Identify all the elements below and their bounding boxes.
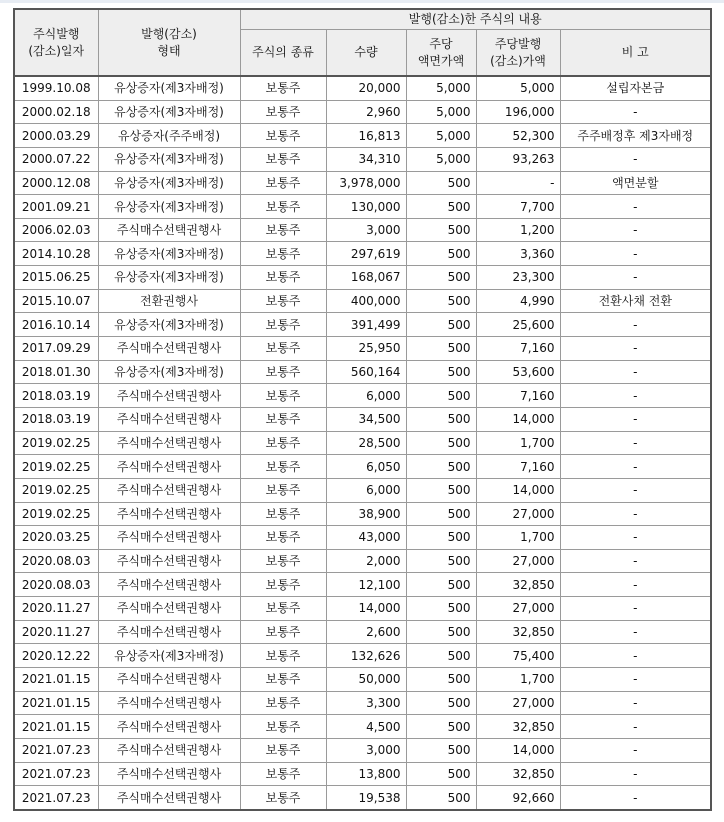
cell-issue-date: 2015.10.07	[14, 289, 98, 313]
cell-issue-price: 14,000	[476, 478, 560, 502]
cell-note: -	[560, 431, 711, 455]
cell-issue-form: 유상증자(제3자배정)	[98, 100, 240, 124]
cell-par-value: 500	[406, 337, 476, 361]
cell-share-kind: 보통주	[240, 76, 326, 100]
table-row	[14, 573, 711, 597]
cell-issue-date: 2016.10.14	[14, 313, 98, 337]
header-quantity: 수량	[326, 30, 406, 77]
cell-issue-price: 32,850	[476, 715, 560, 739]
table-row	[14, 597, 711, 621]
cell-quantity: 50,000	[326, 668, 406, 692]
cell-par-value: 500	[406, 289, 476, 313]
cell-par-value: 500	[406, 478, 476, 502]
cell-note: -	[560, 502, 711, 526]
header-par-value-label: 주당 액면가액	[417, 36, 465, 68]
cell-issue-date: 1999.10.08	[14, 76, 98, 100]
cell-share-kind: 보통주	[240, 242, 326, 266]
cell-share-kind: 보통주	[240, 455, 326, 479]
cell-issue-form: 주식매수선택권행사	[98, 502, 240, 526]
cell-issue-date: 2000.03.29	[14, 124, 98, 148]
header-issue-date	[14, 9, 98, 76]
cell-quantity: 168,067	[326, 266, 406, 290]
cell-issue-form: 주식매수선택권행사	[98, 691, 240, 715]
table-row	[14, 431, 711, 455]
cell-issue-price: 7,160	[476, 337, 560, 361]
cell-quantity: 6,050	[326, 455, 406, 479]
cell-issue-price: 7,160	[476, 455, 560, 479]
cell-par-value: 500	[406, 195, 476, 219]
header-group-title: 발행(감소)한 주식의 내용	[240, 9, 711, 30]
cell-issue-form: 주식매수선택권행사	[98, 384, 240, 408]
table-row	[14, 455, 711, 479]
cell-share-kind: 보통주	[240, 715, 326, 739]
table-row	[14, 124, 711, 148]
cell-issue-price: 92,660	[476, 786, 560, 810]
cell-issue-date: 2021.07.23	[14, 786, 98, 810]
cell-issue-price: 32,850	[476, 620, 560, 644]
cell-issue-form: 주식매수선택권행사	[98, 573, 240, 597]
cell-quantity: 3,000	[326, 218, 406, 242]
cell-issue-form: 전환권행사	[98, 289, 240, 313]
cell-quantity: 2,600	[326, 620, 406, 644]
header-issue-date-label: 주식발행 (감소)일자	[28, 26, 85, 58]
cell-share-kind: 보통주	[240, 526, 326, 550]
cell-share-kind: 보통주	[240, 384, 326, 408]
cell-issue-price: 196,000	[476, 100, 560, 124]
cell-quantity: 3,300	[326, 691, 406, 715]
table-body	[14, 76, 711, 810]
cell-note: 주주배정후 제3자배정	[560, 124, 711, 148]
cell-issue-date: 2020.11.27	[14, 597, 98, 621]
cell-share-kind: 보통주	[240, 620, 326, 644]
table-row	[14, 620, 711, 644]
cell-issue-price: 1,700	[476, 526, 560, 550]
cell-issue-date: 2018.03.19	[14, 384, 98, 408]
header-issue-price-label: 주당발행 (감소)가액	[490, 36, 546, 68]
cell-issue-form: 유상증자(제3자배정)	[98, 76, 240, 100]
table-row	[14, 526, 711, 550]
cell-note: -	[560, 786, 711, 810]
cell-share-kind: 보통주	[240, 266, 326, 290]
cell-par-value: 5,000	[406, 76, 476, 100]
cell-note: -	[560, 715, 711, 739]
share-issuance-table	[13, 8, 712, 811]
cell-issue-form: 유상증자(주주배정)	[98, 124, 240, 148]
table-row	[14, 195, 711, 219]
cell-issue-price: 7,160	[476, 384, 560, 408]
cell-quantity: 20,000	[326, 76, 406, 100]
cell-share-kind: 보통주	[240, 668, 326, 692]
cell-share-kind: 보통주	[240, 762, 326, 786]
cell-note: -	[560, 242, 711, 266]
cell-par-value: 500	[406, 218, 476, 242]
table-row	[14, 715, 711, 739]
cell-issue-date: 2021.07.23	[14, 738, 98, 762]
cell-share-kind: 보통주	[240, 337, 326, 361]
cell-issue-price: 5,000	[476, 76, 560, 100]
cell-par-value: 500	[406, 715, 476, 739]
cell-issue-date: 2019.02.25	[14, 455, 98, 479]
cell-issue-date: 2015.06.25	[14, 266, 98, 290]
cell-par-value: 500	[406, 502, 476, 526]
cell-quantity: 6,000	[326, 384, 406, 408]
cell-par-value: 500	[406, 266, 476, 290]
table-row	[14, 407, 711, 431]
cell-par-value: 500	[406, 786, 476, 810]
cell-issue-price: 53,600	[476, 360, 560, 384]
cell-issue-form: 주식매수선택권행사	[98, 455, 240, 479]
cell-issue-price: 3,360	[476, 242, 560, 266]
cell-quantity: 38,900	[326, 502, 406, 526]
cell-note: 전환사채 전환	[560, 289, 711, 313]
cell-par-value: 500	[406, 384, 476, 408]
cell-issue-form: 주식매수선택권행사	[98, 620, 240, 644]
cell-issue-form: 유상증자(제3자배정)	[98, 195, 240, 219]
cell-note: -	[560, 644, 711, 668]
cell-issue-price: -	[476, 171, 560, 195]
cell-issue-price: 1,700	[476, 668, 560, 692]
cell-quantity: 297,619	[326, 242, 406, 266]
cell-issue-form: 주식매수선택권행사	[98, 762, 240, 786]
cell-share-kind: 보통주	[240, 218, 326, 242]
table-row	[14, 76, 711, 100]
cell-quantity: 34,500	[326, 407, 406, 431]
cell-quantity: 2,960	[326, 100, 406, 124]
cell-issue-date: 2020.12.22	[14, 644, 98, 668]
cell-issue-price: 7,700	[476, 195, 560, 219]
cell-par-value: 500	[406, 762, 476, 786]
cell-par-value: 500	[406, 738, 476, 762]
cell-quantity: 34,310	[326, 147, 406, 171]
cell-issue-form: 주식매수선택권행사	[98, 431, 240, 455]
cell-issue-price: 27,000	[476, 549, 560, 573]
cell-par-value: 500	[406, 431, 476, 455]
cell-issue-form: 주식매수선택권행사	[98, 668, 240, 692]
cell-note: -	[560, 360, 711, 384]
cell-issue-price: 27,000	[476, 691, 560, 715]
cell-issue-price: 14,000	[476, 738, 560, 762]
cell-issue-date: 2021.01.15	[14, 691, 98, 715]
cell-issue-form: 주식매수선택권행사	[98, 786, 240, 810]
cell-par-value: 500	[406, 573, 476, 597]
cell-quantity: 16,813	[326, 124, 406, 148]
cell-quantity: 14,000	[326, 597, 406, 621]
cell-par-value: 500	[406, 407, 476, 431]
cell-par-value: 5,000	[406, 100, 476, 124]
cell-quantity: 19,538	[326, 786, 406, 810]
cell-share-kind: 보통주	[240, 691, 326, 715]
cell-issue-price: 4,990	[476, 289, 560, 313]
cell-note: -	[560, 478, 711, 502]
cell-note: -	[560, 195, 711, 219]
header-par-value	[406, 30, 476, 77]
cell-issue-form: 주식매수선택권행사	[98, 337, 240, 361]
cell-quantity: 3,000	[326, 738, 406, 762]
table-row	[14, 738, 711, 762]
cell-issue-date: 2000.12.08	[14, 171, 98, 195]
cell-issue-form: 주식매수선택권행사	[98, 715, 240, 739]
table-row	[14, 266, 711, 290]
header-issue-form	[98, 9, 240, 76]
cell-issue-form: 유상증자(제3자배정)	[98, 644, 240, 668]
cell-share-kind: 보통주	[240, 738, 326, 762]
cell-share-kind: 보통주	[240, 171, 326, 195]
cell-issue-date: 2018.03.19	[14, 407, 98, 431]
cell-quantity: 400,000	[326, 289, 406, 313]
cell-note: -	[560, 526, 711, 550]
cell-note: -	[560, 147, 711, 171]
cell-issue-price: 32,850	[476, 573, 560, 597]
cell-par-value: 5,000	[406, 147, 476, 171]
cell-issue-form: 주식매수선택권행사	[98, 526, 240, 550]
table-row	[14, 762, 711, 786]
cell-share-kind: 보통주	[240, 147, 326, 171]
cell-share-kind: 보통주	[240, 124, 326, 148]
cell-issue-date: 2014.10.28	[14, 242, 98, 266]
cell-issue-date: 2019.02.25	[14, 431, 98, 455]
cell-par-value: 500	[406, 242, 476, 266]
cell-issue-form: 주식매수선택권행사	[98, 218, 240, 242]
cell-share-kind: 보통주	[240, 573, 326, 597]
cell-share-kind: 보통주	[240, 100, 326, 124]
cell-quantity: 4,500	[326, 715, 406, 739]
cell-note: -	[560, 691, 711, 715]
cell-issue-form: 유상증자(제3자배정)	[98, 242, 240, 266]
cell-quantity: 43,000	[326, 526, 406, 550]
table-row	[14, 668, 711, 692]
cell-note: -	[560, 337, 711, 361]
cell-share-kind: 보통주	[240, 407, 326, 431]
cell-note: -	[560, 620, 711, 644]
cell-par-value: 500	[406, 691, 476, 715]
cell-issue-form: 유상증자(제3자배정)	[98, 171, 240, 195]
table-row	[14, 644, 711, 668]
cell-issue-date: 2017.09.29	[14, 337, 98, 361]
cell-par-value: 500	[406, 526, 476, 550]
cell-par-value: 500	[406, 455, 476, 479]
cell-issue-price: 27,000	[476, 597, 560, 621]
cell-note: -	[560, 668, 711, 692]
cell-par-value: 500	[406, 171, 476, 195]
table-row	[14, 360, 711, 384]
cell-quantity: 12,100	[326, 573, 406, 597]
cell-quantity: 13,800	[326, 762, 406, 786]
table-row	[14, 242, 711, 266]
cell-share-kind: 보통주	[240, 549, 326, 573]
table-row	[14, 289, 711, 313]
table-row	[14, 502, 711, 526]
cell-issue-form: 주식매수선택권행사	[98, 597, 240, 621]
cell-par-value: 500	[406, 360, 476, 384]
cell-issue-date: 2020.08.03	[14, 549, 98, 573]
table-row	[14, 337, 711, 361]
cell-note: -	[560, 738, 711, 762]
cell-issue-date: 2020.08.03	[14, 573, 98, 597]
cell-issue-price: 93,263	[476, 147, 560, 171]
cell-issue-date: 2021.01.15	[14, 668, 98, 692]
top-border	[0, 0, 724, 3]
cell-issue-form: 주식매수선택권행사	[98, 478, 240, 502]
cell-issue-form: 유상증자(제3자배정)	[98, 147, 240, 171]
cell-note: -	[560, 549, 711, 573]
header-note: 비 고	[560, 30, 711, 77]
header-issue-price	[476, 30, 560, 77]
cell-issue-date: 2019.02.25	[14, 502, 98, 526]
cell-issue-form: 유상증자(제3자배정)	[98, 360, 240, 384]
cell-par-value: 500	[406, 313, 476, 337]
cell-quantity: 2,000	[326, 549, 406, 573]
cell-issue-price: 75,400	[476, 644, 560, 668]
header-share-kind: 주식의 종류	[240, 30, 326, 77]
cell-issue-price: 25,600	[476, 313, 560, 337]
table-row	[14, 218, 711, 242]
cell-note: -	[560, 100, 711, 124]
cell-note: 설립자본금	[560, 76, 711, 100]
cell-issue-date: 2018.01.30	[14, 360, 98, 384]
cell-issue-date: 2000.02.18	[14, 100, 98, 124]
cell-issue-date: 2001.09.21	[14, 195, 98, 219]
cell-issue-date: 2021.07.23	[14, 762, 98, 786]
cell-issue-form: 주식매수선택권행사	[98, 549, 240, 573]
cell-share-kind: 보통주	[240, 313, 326, 337]
cell-quantity: 132,626	[326, 644, 406, 668]
cell-note: -	[560, 455, 711, 479]
cell-issue-date: 2019.02.25	[14, 478, 98, 502]
cell-share-kind: 보통주	[240, 360, 326, 384]
table-row	[14, 100, 711, 124]
cell-quantity: 28,500	[326, 431, 406, 455]
cell-quantity: 6,000	[326, 478, 406, 502]
cell-issue-form: 유상증자(제3자배정)	[98, 313, 240, 337]
cell-note: -	[560, 384, 711, 408]
cell-issue-date: 2020.11.27	[14, 620, 98, 644]
cell-issue-form: 주식매수선택권행사	[98, 407, 240, 431]
cell-note: -	[560, 573, 711, 597]
table-row	[14, 549, 711, 573]
cell-issue-price: 32,850	[476, 762, 560, 786]
table-row	[14, 478, 711, 502]
cell-share-kind: 보통주	[240, 195, 326, 219]
cell-issue-price: 1,700	[476, 431, 560, 455]
table-row	[14, 313, 711, 337]
cell-issue-date: 2000.07.22	[14, 147, 98, 171]
cell-note: -	[560, 597, 711, 621]
table-row	[14, 786, 711, 810]
cell-note: -	[560, 762, 711, 786]
cell-par-value: 5,000	[406, 124, 476, 148]
table-row	[14, 147, 711, 171]
cell-share-kind: 보통주	[240, 502, 326, 526]
table-row	[14, 384, 711, 408]
cell-share-kind: 보통주	[240, 644, 326, 668]
cell-issue-price: 23,300	[476, 266, 560, 290]
header-issue-form-label: 발행(감소) 형태	[141, 26, 197, 58]
cell-share-kind: 보통주	[240, 289, 326, 313]
cell-note: -	[560, 266, 711, 290]
cell-issue-date: 2006.02.03	[14, 218, 98, 242]
table-row	[14, 171, 711, 195]
cell-quantity: 560,164	[326, 360, 406, 384]
cell-issue-date: 2021.01.15	[14, 715, 98, 739]
cell-note: -	[560, 313, 711, 337]
cell-par-value: 500	[406, 620, 476, 644]
cell-quantity: 391,499	[326, 313, 406, 337]
cell-share-kind: 보통주	[240, 597, 326, 621]
table-row	[14, 691, 711, 715]
cell-issue-date: 2020.03.25	[14, 526, 98, 550]
cell-quantity: 3,978,000	[326, 171, 406, 195]
cell-share-kind: 보통주	[240, 478, 326, 502]
cell-quantity: 25,950	[326, 337, 406, 361]
cell-issue-price: 14,000	[476, 407, 560, 431]
cell-issue-price: 52,300	[476, 124, 560, 148]
cell-note: -	[560, 407, 711, 431]
cell-quantity: 130,000	[326, 195, 406, 219]
cell-share-kind: 보통주	[240, 786, 326, 810]
cell-par-value: 500	[406, 668, 476, 692]
cell-par-value: 500	[406, 549, 476, 573]
cell-issue-form: 주식매수선택권행사	[98, 738, 240, 762]
cell-issue-price: 1,200	[476, 218, 560, 242]
cell-par-value: 500	[406, 644, 476, 668]
cell-issue-price: 27,000	[476, 502, 560, 526]
cell-par-value: 500	[406, 597, 476, 621]
cell-note: -	[560, 218, 711, 242]
cell-issue-form: 유상증자(제3자배정)	[98, 266, 240, 290]
cell-share-kind: 보통주	[240, 431, 326, 455]
table-header	[14, 9, 711, 76]
cell-note: 액면분할	[560, 171, 711, 195]
